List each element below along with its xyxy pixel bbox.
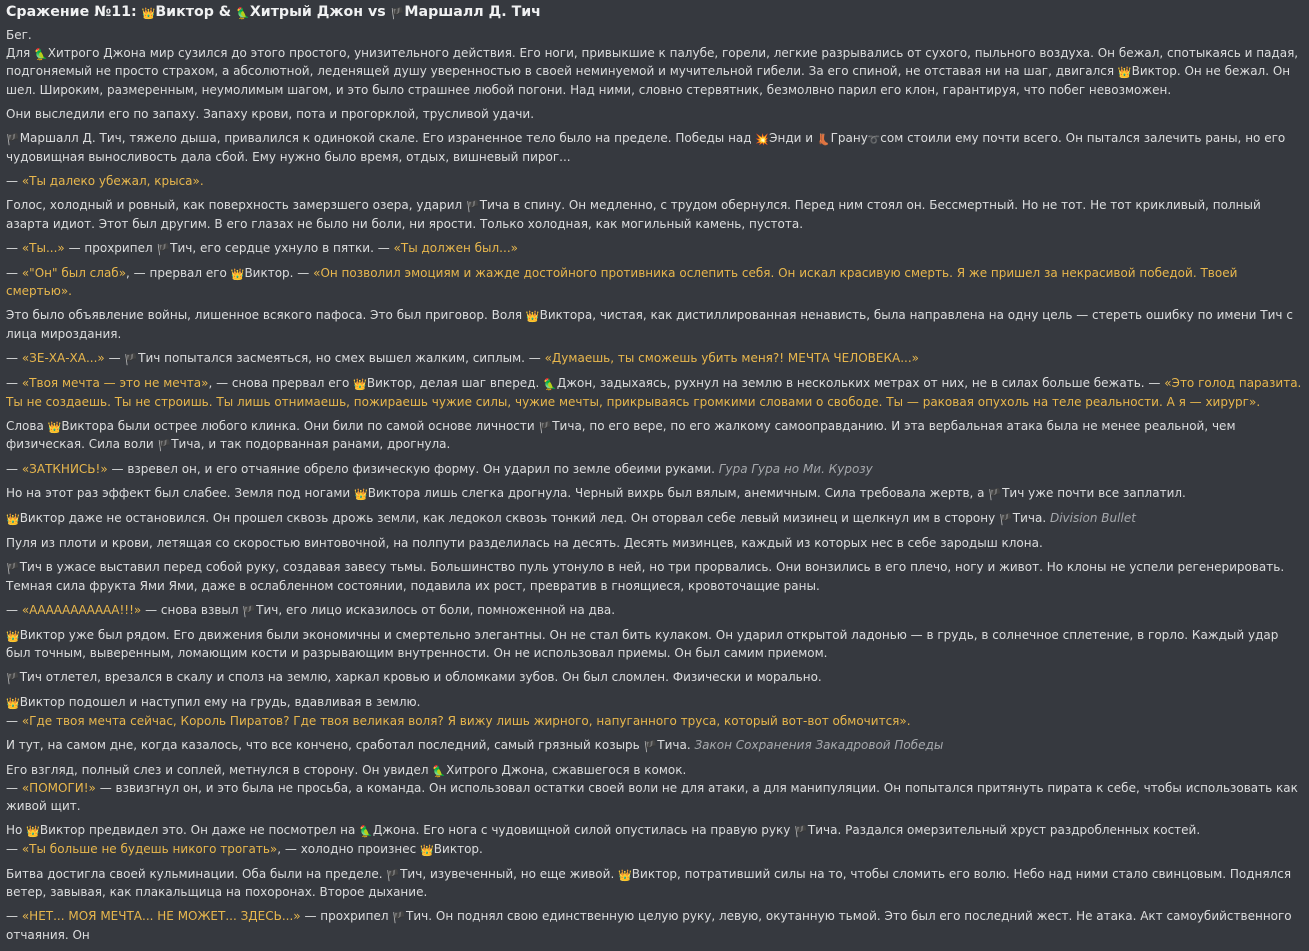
dialogue-dash: — <box>6 174 22 189</box>
curly-loop-icon: ➰ <box>867 134 881 146</box>
paragraph-text: Слова <box>6 418 44 433</box>
paragraph-text: Тича, и так подорванная ранами, дрогнула. <box>171 437 451 452</box>
paragraph <box>6 908 1306 944</box>
crown-icon: 👑 <box>230 267 245 281</box>
pirate-flag-icon: 🏴 <box>156 242 171 256</box>
crown-icon: 👑 <box>353 378 367 392</box>
paragraph <box>6 602 1306 621</box>
technique-name: Division Bullet <box>1049 511 1136 526</box>
parrot-icon: 🦜 <box>34 47 48 61</box>
paragraph-text: Тич в ужасе выставил перед собой руку, создавая завесу тьмы. Большинство пуль утонуло в ней, но три прорвались. Они вонзились в его плечо, ногу и живот. Но клоны не успели регенерировать. Темная сила фрукта Ями Ями, даже в ослабленном состоянии, подавила их рост, превратив в гноящиеся, кровоточащие раны. <box>6 560 1285 593</box>
paragraph-text: Виктор. <box>433 841 483 856</box>
paragraph <box>6 627 1306 663</box>
pirate-flag-icon: 🏴 <box>390 7 405 20</box>
paragraph <box>6 762 1306 816</box>
paragraph-text: — взвизгнул он, и это была не просьба, а команда. Он использовал остатки своей воли не для атаки, а для манипуляции. Он попытался притянуть пирата к себе, чтобы использовать как живой щит. <box>6 781 1298 813</box>
dialogue-quote: «Думаешь, ты сможешь убить меня?! МЕЧТА ЧЕЛОВЕКА...» <box>544 351 920 366</box>
message-content <box>6 2 1306 951</box>
crown-icon: 👑 <box>1117 66 1132 80</box>
paragraph-text: Виктор уже был рядом. Его движения были экономичны и смертельно элегантны. Он не стал бить кулаком. Он ударил открытой ладонью — в грудь, в солнечное сплетение, в горло. Каждый удар был точным, выверенным, ломающим кости и разрывающим внутренности. Он не использовал приемы. Он был самим приемом. <box>6 627 1279 661</box>
paragraph-text: Хитрого Джона мир сузился до этого простого, унизительного действия. Его ноги, привыкшие к палубе, горели, легкие разрывались от сухого, пыльного воздуха. Он бежал, спотыкаясь и падая, подгоняемый не просто страхом, а абсолютной, леденящей душу уверенностью в своей неминуемой и мучительной гибели. За его спиной, не отставая ни на шаг, двигался <box>6 45 1299 79</box>
paragraph-text: Тич уже почти все заплатил. <box>1002 486 1186 501</box>
paragraph-text: Но на этот раз эффект был слабее. Земля под ногами <box>6 486 351 501</box>
pirate-flag-icon: 🏴 <box>988 488 1003 502</box>
battle-title-prefix: Сражение №11: <box>6 4 137 20</box>
pirate-flag-icon: 🏴 <box>157 439 172 453</box>
pirate-flag-icon: 🏴 <box>6 132 20 146</box>
paragraph-text: Это было объявление войны, лишенное всякого пафоса. Это был приговор. Воля <box>6 308 523 323</box>
dialogue-quote: «Где твоя мечта сейчас, Король Пиратов? Где твоя великая воля? Я вижу лишь жирного, напуганного труса, который вот-вот обмочится». <box>21 713 911 728</box>
paragraph <box>6 375 1306 411</box>
dialogue-quote: «Ты далеко убежал, крыса». <box>21 174 204 189</box>
technique-name: Гура Гура но Ми. Курозу <box>718 462 873 477</box>
paragraph-text: Тич отлетел, врезался в скалу и сполз на землю, харкал кровью и обломками зубов. Он был сломлен. Физически и морально. <box>19 670 822 685</box>
paragraph <box>6 669 1306 688</box>
paragraph-text: — снова взвыл <box>141 602 239 617</box>
paragraph-text: Бег. <box>6 28 32 42</box>
paragraph <box>6 350 1306 369</box>
paragraph-text: , — снова прервал его <box>208 376 350 391</box>
paragraph-text: Виктор. — <box>244 265 314 280</box>
pirate-flag-icon: 🏴 <box>999 513 1013 527</box>
paragraph-text: Маршалл Д. Тич, тяжело дыша, привалился к одинокой скале. Его израненное тело было на пределе. Победы над <box>19 130 752 145</box>
paragraph-text: — прохрипел <box>300 909 389 924</box>
technique-name: Закон Сохранения Закадровой Победы <box>694 737 944 752</box>
paragraph <box>6 265 1306 301</box>
parrot-icon: 🦜 <box>359 824 373 838</box>
parrot-icon: 🦜 <box>543 378 557 392</box>
paragraph <box>6 559 1306 595</box>
paragraph-text: Его взгляд, полный слез и соплей, метнулся в сторону. Он увидел <box>6 762 429 777</box>
dialogue-dash: — <box>6 240 22 255</box>
crown-icon: 👑 <box>618 868 632 882</box>
paragraph-text: — <box>104 351 121 366</box>
crown-icon: 👑 <box>354 488 368 502</box>
paragraph <box>6 240 1306 259</box>
pirate-flag-icon: 🏴 <box>124 353 139 367</box>
dialogue-dash: — <box>6 602 22 617</box>
paragraph-text: Тич, его сердце ухнуло в пятки. — <box>170 240 394 255</box>
paragraph-text: Тича, по его вере, по его жалкому самооправданию. И эта вербальная атака была не менее реальной, чем физическая. Сила воли <box>6 418 1236 452</box>
paragraph-text: Битва достигла своей кульминации. Оба были на пределе. <box>6 866 383 881</box>
dialogue-quote: «ААААААААААА!!!» <box>21 602 142 617</box>
paragraph <box>6 173 1306 191</box>
paragraph-text: Виктора лишь слегка дрогнула. Черный вихрь был вялым, анемичным. Сила требовала жертв, а <box>367 486 985 501</box>
pirate-flag-icon: 🏴 <box>643 739 658 753</box>
paragraph <box>6 694 1306 730</box>
paragraph-text: Виктор. Он не бежал. Он шел. Широким, размеренным, неумолимым шагом, и это было страшнее любой погони. Над ними, словно стервятник, безмолвно парил его клон, гарантируя, что побег невозможен. <box>6 64 1291 97</box>
dialogue-quote: «Ты больше не будешь никого трогать» <box>21 841 278 856</box>
paragraph-text: Энди и <box>769 130 814 145</box>
paragraph <box>6 737 1306 756</box>
dialogue-quote: «Он позволил эмоциям и жажде достойного противника ослепить себя. Он искал красивую смерть. Я же пришел за некрасивой победой. Твоей смертью». <box>6 265 1238 299</box>
paragraph-text: Голос, холодный и ровный, как поверхность замерзшего озера, ударил <box>6 198 463 213</box>
paragraph <box>6 485 1306 504</box>
paragraph <box>6 535 1306 553</box>
pirate-flag-icon: 🏴 <box>538 420 553 434</box>
pirate-flag-icon: 🏴 <box>466 200 480 214</box>
battle-title-fighter-1: Виктор & <box>155 4 232 20</box>
paragraph-text: Хитрого Джона, сжавшегося в комок. <box>446 762 687 777</box>
paragraph-text: сом стоили ему почти всего. Он пытался залечить раны, но его чудовищная выносливость дала сбой. Ему нужно было время, отдых, вишневый пирог... <box>6 130 1286 165</box>
parrot-icon: 🦜 <box>236 7 250 20</box>
dialogue-quote: «Ты должен был...» <box>393 240 518 255</box>
paragraph-text: , — прервал его <box>126 265 227 280</box>
paragraph-text: Джон, задыхаясь, рухнул на землю в нескольких метрах от них, не в силах больше бежать. — <box>556 376 1165 391</box>
dialogue-dash: — <box>6 376 22 391</box>
paragraph <box>6 106 1306 124</box>
explosion-icon: 💥 <box>755 132 770 146</box>
paragraph <box>6 45 1306 100</box>
paragraph <box>6 822 1306 859</box>
crown-icon: 👑 <box>141 7 156 20</box>
paragraph <box>6 307 1306 343</box>
crown-icon: 👑 <box>420 843 434 857</box>
pirate-flag-icon: 🏴 <box>242 604 257 618</box>
dialogue-quote: «НЕТ... МОЯ МЕЧТА... НЕ МОЖЕТ... ЗДЕСЬ...» <box>21 909 301 924</box>
paragraph-text: — взревел он, и его отчаяние обрело физическую форму. Он ударил по земле обеими руками. <box>107 462 719 477</box>
parrot-icon: 🦜 <box>432 764 447 778</box>
pirate-flag-icon: 🏴 <box>794 824 808 838</box>
crown-icon: 👑 <box>525 310 540 324</box>
paragraph-text: Тич попытался засмеяться, но смех вышел жалким, сиплым. — <box>138 351 545 366</box>
paragraph-text: Виктор даже не остановился. Он прошел сквозь дрожь земли, как ледокол сквозь тонкий лед. Он оторвал себе левый мизинец и щелкнул им в сторону <box>19 511 996 526</box>
paragraph <box>6 418 1306 455</box>
paragraph-text: Тича. Раздался омерзительный хруст раздробленных костей. <box>807 822 1201 837</box>
pirate-flag-icon: 🏴 <box>6 672 20 686</box>
dialogue-quote: «Ты...» <box>21 240 65 255</box>
dialogue-quote: «Твоя мечта — это не мечта» <box>21 376 209 391</box>
paragraph <box>6 27 1306 45</box>
battle-title <box>6 2 1306 24</box>
paragraph-text: , — холодно произнес <box>277 841 417 856</box>
paragraph <box>6 866 1306 902</box>
crown-icon: 👑 <box>26 824 40 838</box>
crown-icon: 👑 <box>6 513 20 527</box>
paragraph-text: Для <box>6 45 31 60</box>
paragraph <box>6 197 1306 233</box>
battle-title-fighter-3: Маршалл Д. Тич <box>404 4 541 20</box>
pirate-flag-icon: 🏴 <box>392 911 407 925</box>
crown-icon: 👑 <box>6 697 20 711</box>
crown-icon: 👑 <box>47 420 62 434</box>
pirate-flag-icon: 🏴 <box>6 562 20 576</box>
dialogue-quote: «"Он" был слаб» <box>21 265 127 280</box>
paragraph-text: — прохрипел <box>64 240 153 255</box>
dialogue-quote: «ЗЕ-ХА-ХА...» <box>21 351 105 366</box>
paragraph-text: Виктор, делая шаг вперед. <box>366 376 540 391</box>
paragraph-text: Они выследили его по запаху. Запаху крови, пота и прогорклой, трусливой удачи. <box>6 106 535 121</box>
dialogue-dash: — <box>6 909 22 924</box>
paragraph-text: Виктор подошел и наступил ему на грудь, вдавливая в землю. <box>19 695 421 710</box>
paragraph-text: Виктор, потративший силы на то, чтобы сломить его волю. Небо над ними стало свинцовым. Поднялся ветер, завывая, как плакальщица на похоронах. Второе дыхание. <box>6 866 1292 900</box>
paragraph-text: Тич. Он поднял свою единственную целую руку, левую, окутанную тьмой. Это был его последний жест. Не атака. Акт самоубийственного отчаяния. Он <box>6 909 1292 942</box>
pirate-flag-icon: 🏴 <box>386 868 401 882</box>
dialogue-dash: — <box>6 351 22 366</box>
battle-title-fighter-2: Хитрый Джон vs <box>249 4 386 20</box>
paragraph <box>6 510 1306 529</box>
paragraph-text: Виктора были острее любого клинка. Они били по самой основе личности <box>61 418 535 433</box>
boot-icon: 👢 <box>816 132 831 146</box>
dialogue-dash: — <box>6 462 22 477</box>
paragraph <box>6 130 1306 167</box>
dialogue-quote: «ПОМОГИ!» <box>21 781 96 796</box>
paragraph-text: Тич, изувеченный, но еще живой. <box>400 866 615 881</box>
crown-icon: 👑 <box>6 629 20 643</box>
paragraph-text: Тича. <box>1012 511 1050 526</box>
paragraph-text: Виктор предвидел это. Он даже не посмотрел на <box>39 822 356 837</box>
paragraph-text: Грану <box>830 130 868 145</box>
paragraph <box>6 461 1306 479</box>
paragraph-text: И тут, на самом дне, когда казалось, что все кончено, сработал последний, самый грязный козырь <box>6 737 640 752</box>
dialogue-quote: «Это голод паразита. Ты не создаешь. Ты не строишь. Ты лишь отнимаешь, пожираешь чужие силы, чужие мечты, прикрываясь громкими словами о свободе. Ты — раковая опухоль на теле реальности. А я — хирург». <box>6 376 1302 409</box>
paragraph-text: Пуля из плоти и крови, летящая со скоростью винтовочной, на полпути разделилась на десять. Десять мизинцев, каждый из которых нес в себе зародыш клона. <box>6 536 1043 551</box>
dialogue-dash: — <box>6 265 22 280</box>
paragraph-text: Тича. <box>657 737 695 752</box>
paragraph-text: Джона. Его нога с чудовищной силой опустилась на правую руку <box>372 822 791 837</box>
paragraph-text: Тич, его лицо исказилось от боли, помноженной на два. <box>256 602 616 617</box>
dialogue-quote: «ЗАТКНИСЬ!» <box>21 462 108 477</box>
paragraph-text: Тича в спину. Он медленно, с трудом обернулся. Перед ним стоял он. Бессмертный. Но не тот. Не тот крикливый, полный азарта идиот. Этот был другим. В его глазах не было ни боли, ни ярости. Только холодная, как могильный камень, пустота. <box>6 198 1261 231</box>
dialogue-dash: — <box>6 841 22 856</box>
dialogue-dash: — <box>6 713 22 728</box>
dialogue-dash: — <box>6 781 22 796</box>
paragraph-text: Виктора, чистая, как дистиллированная ненависть, была направлена на одну цель — стереть ошибку по имени Тич с лица мироздания. <box>6 308 1293 342</box>
paragraph-text: Но <box>6 822 23 837</box>
